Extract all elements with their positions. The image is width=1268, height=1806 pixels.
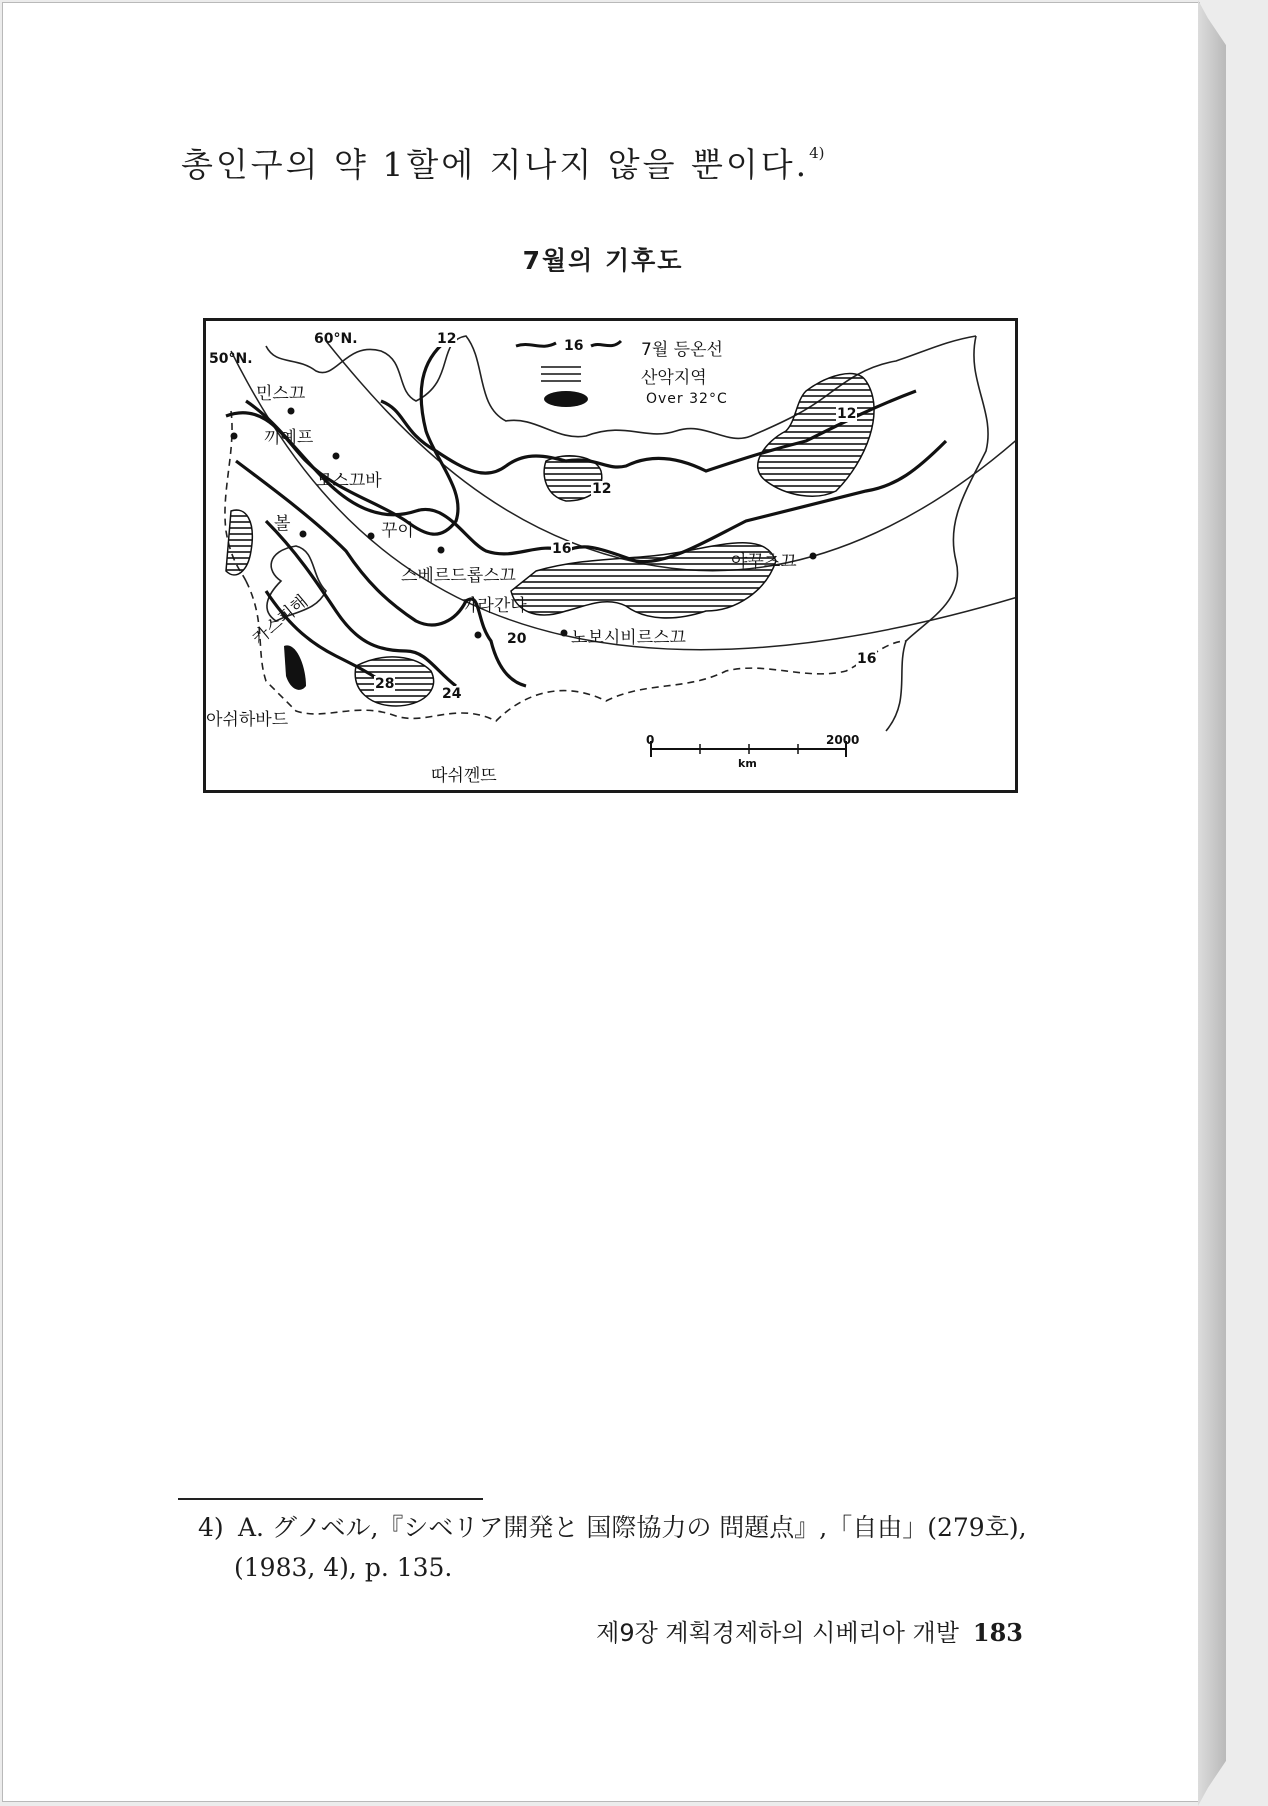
page: [2, 2, 1200, 1802]
place-karaganda: 까라간다: [461, 596, 527, 616]
isotherm-label-16-b: 16: [857, 651, 877, 667]
scale-end-label: 2000: [826, 733, 860, 747]
place-moscow: 모스끄바: [316, 471, 382, 491]
city-dot-kuibyshev: [368, 533, 375, 540]
isotherm-label-12-c: 12: [592, 481, 612, 497]
place-ashkhabad: 아쉬하바드: [206, 710, 289, 730]
place-kiev: 끼예프: [264, 428, 314, 448]
place-tashkent: 따쉬껜뜨: [431, 766, 497, 786]
footnote-citation: A. グノベル,『シベリア開発と 国際協力の 問題点』,「自由」(279호),: [238, 1513, 1027, 1542]
isotherm-label-28: 28: [375, 676, 395, 692]
page-edge-shadow: [1198, 0, 1226, 1806]
isotherm-label-16-a: 16: [552, 541, 572, 557]
legend-hatch-icon: [541, 367, 581, 381]
footnote-line-2: (1983, 4), p. 135.: [234, 1553, 453, 1582]
city-dot-yakutsk: [810, 553, 817, 560]
climate-map: [203, 318, 1018, 793]
city-dot-novosibirsk: [561, 630, 568, 637]
map-drawing: [206, 321, 1018, 793]
city-dot-kiev: [231, 433, 238, 440]
city-dot-karaganda: [475, 632, 482, 639]
place-novosibirsk: 노보시비르스끄: [571, 628, 686, 648]
legend-hot-label: Over 32°C: [646, 391, 728, 407]
legend-isotherm-label: 7월 등온선: [641, 340, 723, 360]
footnote-line-1: [198, 1508, 1058, 1548]
isotherm-label-12-b: 12: [837, 406, 857, 422]
legend-hot-icon: [544, 391, 588, 407]
legend-mountain-label: 산악지역: [641, 368, 707, 388]
place-yakutsk: 야꾸츠끄: [731, 552, 797, 572]
page-number: 183: [972, 1618, 1023, 1647]
isotherm-label-12-a: 12: [437, 331, 457, 347]
isotherm-12-west: [226, 341, 458, 534]
city-dot-moscow: [333, 453, 340, 460]
city-dot-minsk: [288, 408, 295, 415]
latitude-60-label: 60°N.: [314, 331, 358, 347]
city-dot-sverdlovsk: [438, 547, 445, 554]
place-sverdlovsk: 스베르드롭스끄: [401, 566, 516, 586]
hot-area-ashkhabad: [284, 645, 306, 690]
mountain-area-east: [758, 374, 874, 497]
place-caspian-sea: 카스피해: [248, 591, 313, 650]
place-minsk: 민스끄: [256, 384, 306, 404]
mountain-area-urals: [226, 510, 252, 575]
legend-isotherm-sample: 16: [564, 338, 584, 354]
latitude-50-label: 50°N.: [209, 351, 253, 367]
figure-title: 7월의 기후도: [522, 246, 684, 275]
city-dot-volgograd: [300, 531, 307, 538]
chapter-title: 제9장 계획경제하의 시베리아 개발: [596, 1619, 959, 1647]
isotherm-label-24: 24: [442, 686, 462, 702]
place-kuibyshev: 꾸이: [381, 521, 414, 541]
scale-start-label: 0: [646, 733, 655, 747]
body-text: 총인구의 약 1할에 지나지 않을 뿐이다.: [181, 145, 810, 184]
scale-unit-label: km: [738, 757, 757, 770]
body-paragraph: [181, 139, 825, 186]
footnote: [198, 1508, 1058, 1588]
footnote-rule: [178, 1498, 483, 1500]
place-volgograd: 볼: [274, 514, 291, 534]
running-footer: [596, 1613, 1023, 1648]
footnote-ref: 4): [809, 144, 825, 162]
footnote-number: 4): [198, 1513, 224, 1542]
scale-bar: [651, 741, 846, 757]
isotherm-label-20: 20: [507, 631, 527, 647]
